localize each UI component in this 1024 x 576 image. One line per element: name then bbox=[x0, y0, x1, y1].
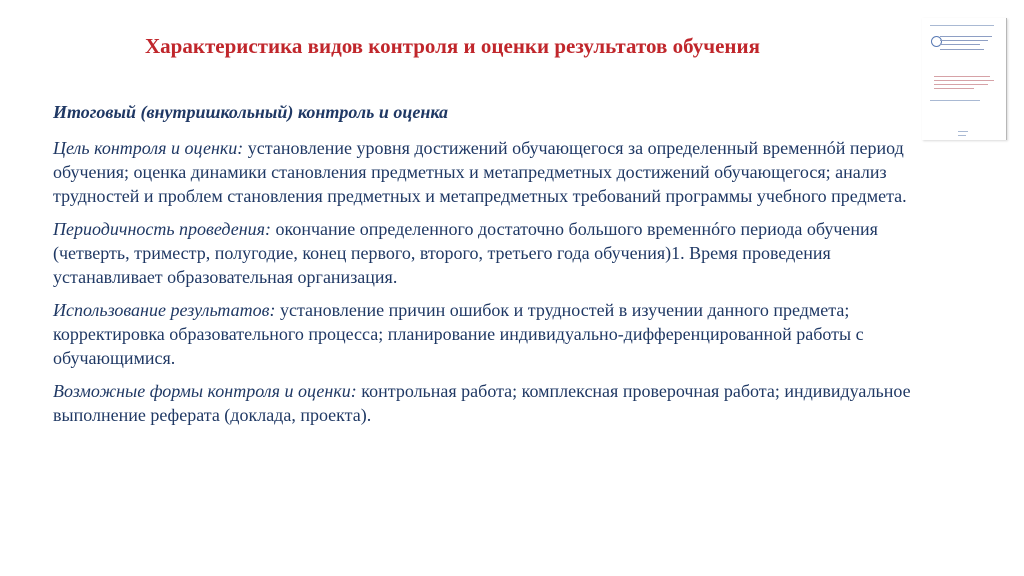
document-thumbnail[interactable] bbox=[922, 18, 1007, 140]
paragraph-label: Периодичность проведения: bbox=[53, 219, 272, 239]
slide-title: Характеристика видов контроля и оценки результатов обучения bbox=[145, 34, 760, 58]
thumbnail-text-line bbox=[940, 36, 992, 37]
thumbnail-text-line bbox=[930, 100, 980, 101]
thumbnail-text-line bbox=[958, 131, 968, 132]
paragraph-text: установление уровня достижений обучающегося за определенный временнóй период обучения; оценка динамики становления предметных и метапредметных достижений обучающегося; анализ трудностей и проблем становления предметных и метапредметных требований программы учебного предмета. bbox=[53, 138, 907, 206]
paragraph-text: контрольная работа; комплексная проверочная работа; индивидуальное выполнение реферата (доклада, проекта). bbox=[53, 381, 911, 425]
thumbnail-text-line bbox=[934, 80, 994, 81]
thumbnail-text-line bbox=[934, 76, 990, 77]
paragraph-label: Цель контроля и оценки: bbox=[53, 138, 244, 158]
paragraph-goal bbox=[53, 136, 933, 208]
thumbnail-text-line bbox=[934, 84, 988, 85]
paragraph-text: установление причин ошибок и трудностей в изучении данного предмета; корректировка образовательного процесса; планирование индивидуально-дифференцированной работы с обучающимися. bbox=[53, 300, 864, 368]
paragraph-results-usage bbox=[53, 298, 933, 370]
paragraph-forms bbox=[53, 379, 933, 427]
thumbnail-text-line bbox=[940, 40, 988, 41]
section-subtitle: Итоговый (внутришкольный) контроль и оценка bbox=[53, 102, 449, 122]
paragraph-label: Использование результатов: bbox=[53, 300, 276, 320]
paragraph-text: окончание определенного достаточно большого временнóго периода обучения (четверть, триместр, полугодие, конец первого, второго, третьего года обучения)1. Время проведения устанавливает образовательная организация. bbox=[53, 219, 878, 287]
thumbnail-text-line bbox=[940, 44, 980, 45]
thumbnail-logo-icon bbox=[931, 36, 942, 47]
paragraph-periodicity bbox=[53, 217, 933, 289]
paragraph-label: Возможные формы контроля и оценки: bbox=[53, 381, 357, 401]
thumbnail-text-line bbox=[958, 135, 966, 136]
thumbnail-text-line bbox=[934, 88, 974, 89]
thumbnail-text-line bbox=[930, 25, 994, 26]
thumbnail-text-line bbox=[940, 49, 984, 50]
slide-body bbox=[53, 100, 933, 436]
